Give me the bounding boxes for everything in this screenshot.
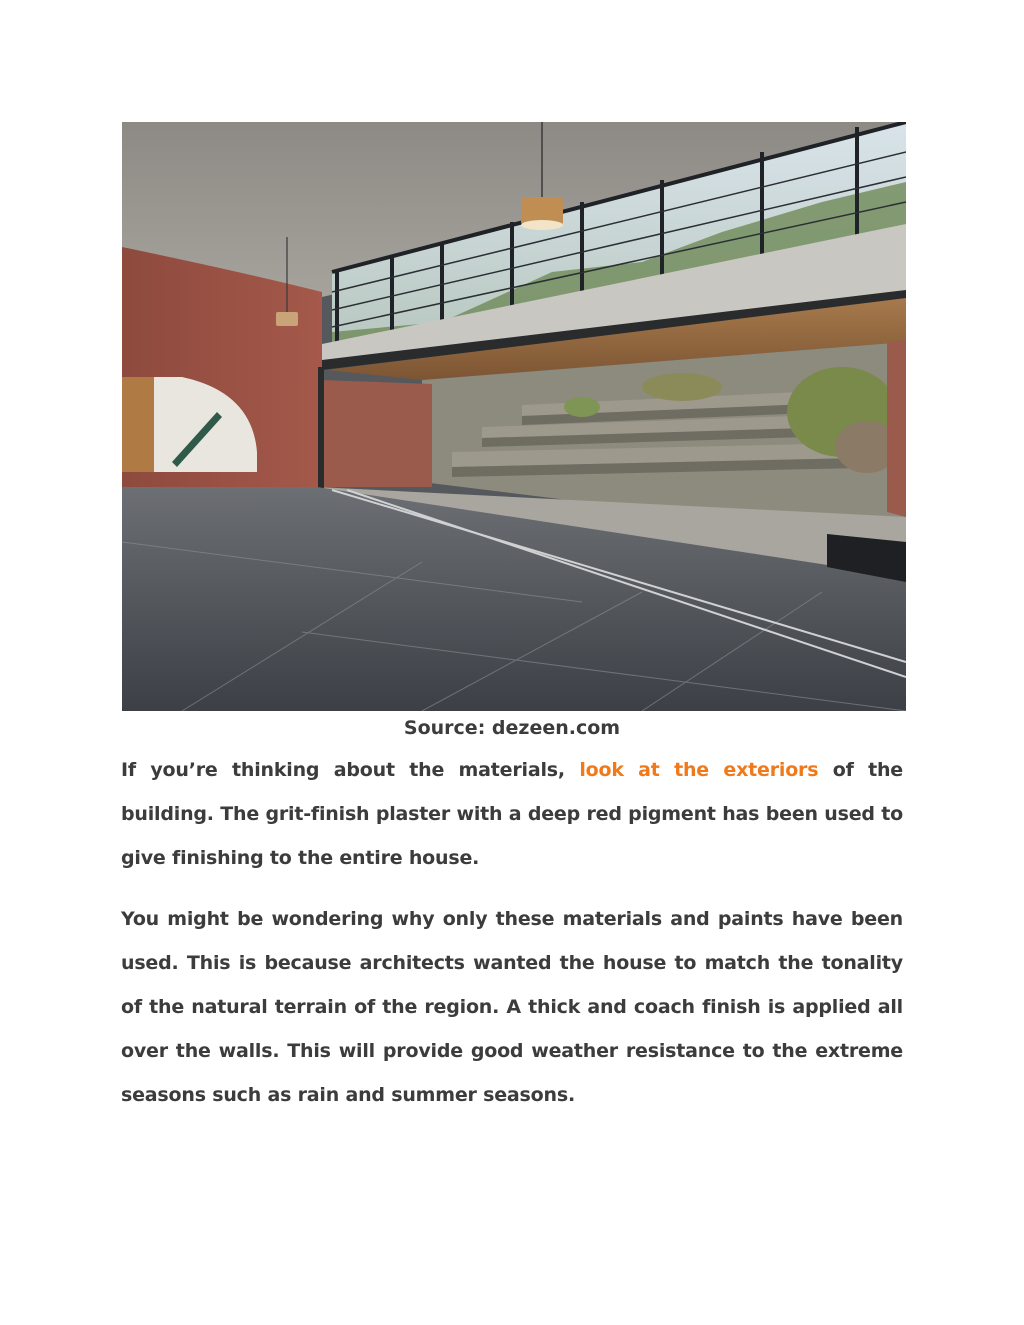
exteriors-link[interactable]: look at the exteriors	[579, 759, 819, 781]
paragraph-tonality: You might be wondering why only these materials and paints have been used. This is because architects wanted the house to match the tonality of the natural terrain of the region. A thick and coach finish is applied all over the walls. This will provide good weather resistance to the extreme seasons such as rain and summer seasons.	[121, 908, 903, 1106]
paragraph-text-end: of the building. The grit-finish plaster with a deep red pigment has been used to give finishing to the entire house.	[121, 759, 903, 869]
paragraph-text-start: If you’re thinking about the materials,	[121, 759, 580, 781]
paragraph-materials	[121, 748, 903, 880]
image-caption: Source: dezeen.com	[403, 717, 621, 739]
article-photo	[122, 122, 906, 711]
